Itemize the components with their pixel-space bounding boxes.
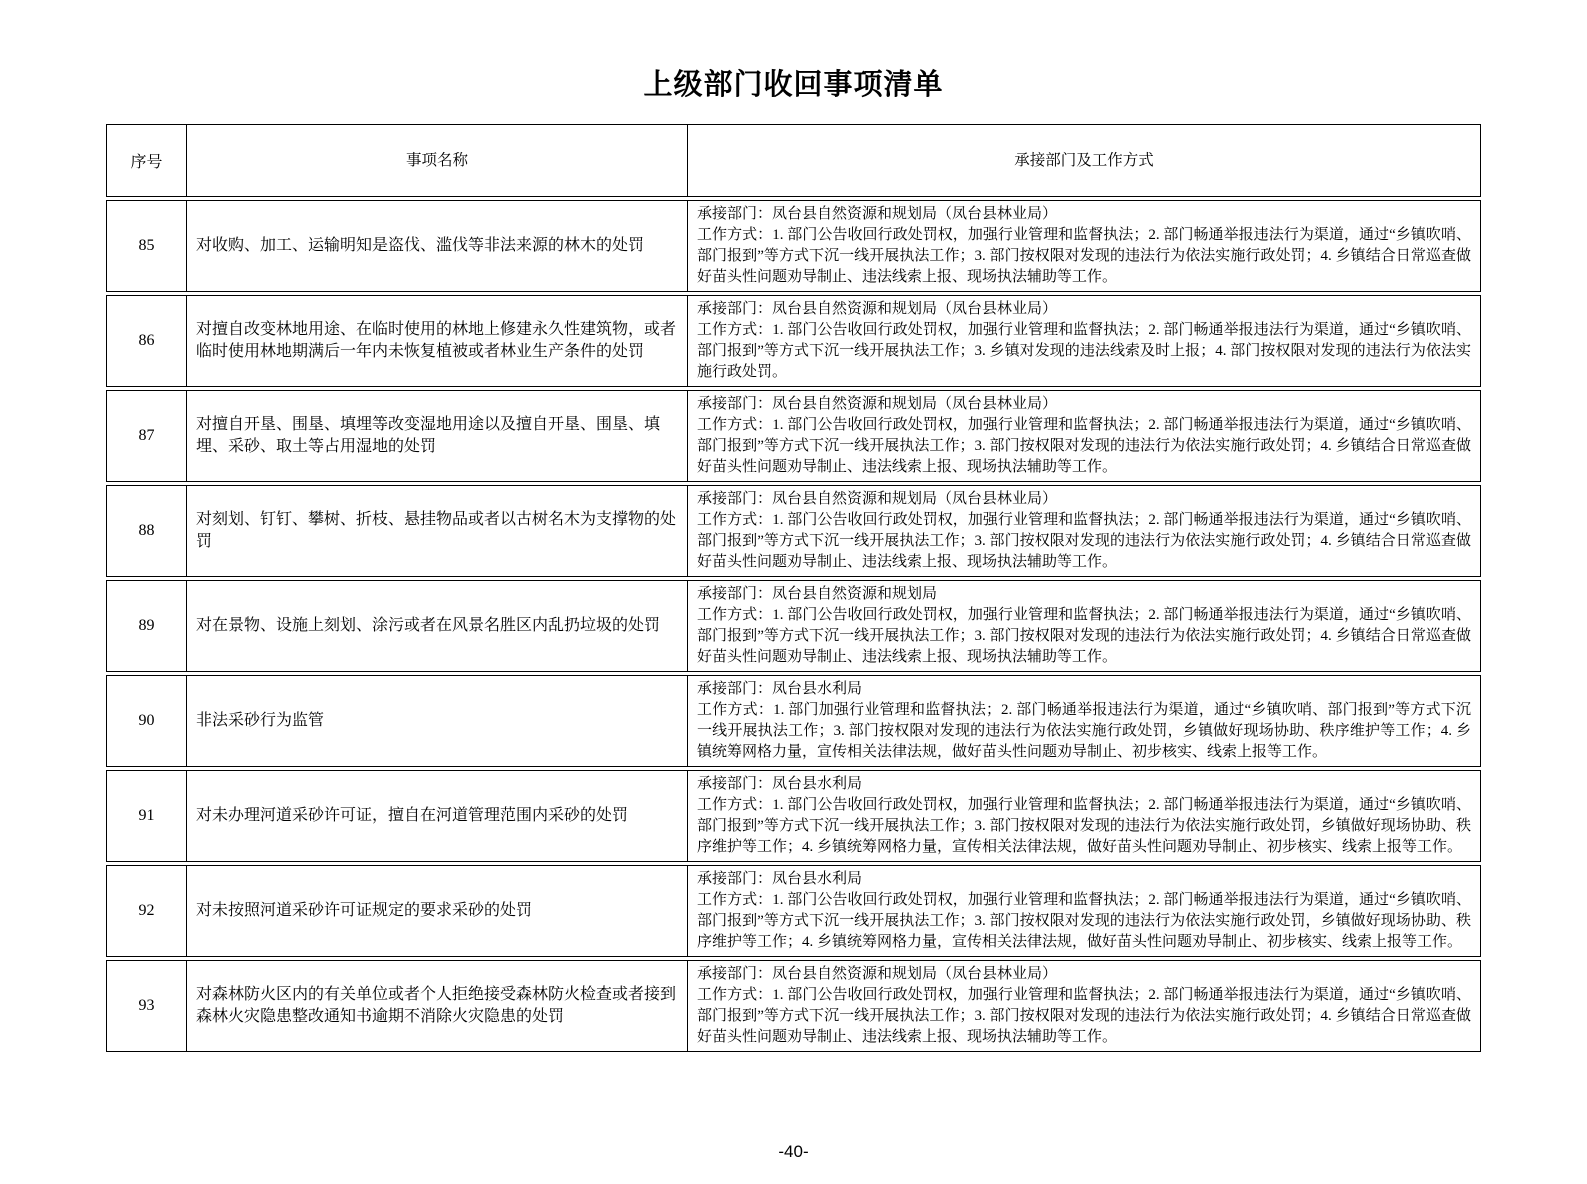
cell-department (688, 296, 1480, 386)
cell-serial: 92 (107, 866, 187, 956)
table-row (106, 295, 1481, 387)
cell-item-name: 对未办理河道采砂许可证，擅自在河道管理范围内采砂的处罚 (187, 771, 688, 861)
work-method-line: 工作方式：1. 部门公告收回行政处罚权，加强行业管理和监督执法；2. 部门畅通举报违法行为渠道，通过“乡镇吹哨、部门报到”等方式下沉一线开展执法工作；3. 部门按权限对发现的违法行为依法实施行政处罚；4. 乡镇结合日常巡查做好苗头性问题劝导制止、违法线索上报、现场执法辅助等工作。 (697, 227, 1471, 285)
header-cell-department: 承接部门及工作方式 (1014, 152, 1154, 169)
work-method-line: 工作方式：1. 部门公告收回行政处罚权，加强行业管理和监督执法；2. 部门畅通举报违法行为渠道，通过“乡镇吹哨、部门报到”等方式下沉一线开展执法工作；3. 部门按权限对发现的违法行为依法实施行政处罚，乡镇做好现场协助、秩序维护等工作；4. 乡镇统筹网格力量，宣传相关法律法规，做好苗头性问题劝导制止、初步核实、线索上报等工作。 (697, 797, 1471, 855)
header-cell-item-name: 事项名称 (187, 125, 688, 196)
work-method-line: 工作方式：1. 部门公告收回行政处罚权，加强行业管理和监督执法；2. 部门畅通举报违法行为渠道，通过“乡镇吹哨、部门报到”等方式下沉一线开展执法工作；3. 部门按权限对发现的违法行为依法实施行政处罚，乡镇做好现场协助、秩序维护等工作；4. 乡镇统筹网格力量，宣传相关法律法规，做好苗头性问题劝导制止、初步核实、线索上报等工作。 (697, 892, 1471, 950)
cell-department (688, 486, 1480, 576)
table-row (106, 390, 1481, 482)
cell-item-name: 对刻划、钉钉、攀树、折枝、悬挂物品或者以古树名木为支撑物的处罚 (187, 486, 688, 576)
cell-item-name: 对擅自改变林地用途、在临时使用的林地上修建永久性建筑物，或者临时使用林地期满后一年内未恢复植被或者林业生产条件的处罚 (187, 296, 688, 386)
department-line: 承接部门：凤台县水利局 (697, 776, 863, 792)
department-line: 承接部门：凤台县自然资源和规划局（凤台县林业局） (697, 966, 1058, 982)
cell-department (688, 581, 1480, 671)
page-title: 上级部门收回事项清单 (643, 69, 944, 101)
department-line: 承接部门：凤台县自然资源和规划局（凤台县林业局） (697, 396, 1058, 412)
work-method-line: 工作方式：1. 部门公告收回行政处罚权，加强行业管理和监督执法；2. 部门畅通举报违法行为渠道，通过“乡镇吹哨、部门报到”等方式下沉一线开展执法工作；3. 部门按权限对发现的违法行为依法实施行政处罚；4. 乡镇结合日常巡查做好苗头性问题劝导制止、违法线索上报、现场执法辅助等工作。 (697, 417, 1471, 475)
items-table (106, 124, 1481, 1052)
department-line: 承接部门：凤台县自然资源和规划局（凤台县林业局） (697, 206, 1058, 222)
department-line: 承接部门：凤台县自然资源和规划局（凤台县林业局） (697, 301, 1058, 317)
table-row (106, 770, 1481, 862)
cell-serial: 87 (107, 391, 187, 481)
cell-item-name: 对擅自开垦、围垦、填埋等改变湿地用途以及擅自开垦、围垦、填埋、采砂、取土等占用湿地的处罚 (187, 391, 688, 481)
cell-item-name: 非法采砂行为监管 (187, 676, 688, 766)
cell-item-name: 对未按照河道采砂许可证规定的要求采砂的处罚 (187, 866, 688, 956)
cell-serial: 90 (107, 676, 187, 766)
table-row (106, 485, 1481, 577)
cell-department (688, 391, 1480, 481)
cell-serial: 86 (107, 296, 187, 386)
header-cell-serial: 序号 (107, 125, 187, 196)
work-method-line: 工作方式：1. 部门公告收回行政处罚权，加强行业管理和监督执法；2. 部门畅通举报违法行为渠道，通过“乡镇吹哨、部门报到”等方式下沉一线开展执法工作；3. 部门按权限对发现的违法行为依法实施行政处罚；4. 乡镇结合日常巡查做好苗头性问题劝导制止、违法线索上报、现场执法辅助等工作。 (697, 607, 1471, 665)
table-header-row (106, 124, 1481, 197)
department-line: 承接部门：凤台县自然资源和规划局（凤台县林业局） (697, 491, 1058, 507)
table-row (106, 580, 1481, 672)
cell-department (688, 866, 1480, 956)
cell-serial: 91 (107, 771, 187, 861)
cell-serial: 89 (107, 581, 187, 671)
cell-department (688, 201, 1480, 291)
work-method-line: 工作方式：1. 部门公告收回行政处罚权，加强行业管理和监督执法；2. 部门畅通举报违法行为渠道，通过“乡镇吹哨、部门报到”等方式下沉一线开展执法工作；3. 乡镇对发现的违法线索及时上报；4. 部门按权限对发现的违法行为依法实施行政处罚。 (697, 322, 1471, 380)
table-row (106, 675, 1481, 767)
cell-department (688, 771, 1480, 861)
table-row (106, 200, 1481, 292)
cell-department (688, 961, 1480, 1051)
cell-serial: 93 (107, 961, 187, 1051)
cell-serial: 88 (107, 486, 187, 576)
page-number: -40- (778, 1142, 809, 1161)
work-method-line: 工作方式：1. 部门加强行业管理和监督执法；2. 部门畅通举报违法行为渠道，通过“乡镇吹哨、部门报到”等方式下沉一线开展执法工作；3. 部门按权限对发现的违法行为依法实施行政处罚，乡镇做好现场协助、秩序维护等工作；4. 乡镇统筹网格力量，宣传相关法律法规，做好苗头性问题劝导制止、初步核实、线索上报等工作。 (697, 702, 1471, 760)
cell-item-name: 对在景物、设施上刻划、涂污或者在风景名胜区内乱扔垃圾的处罚 (187, 581, 688, 671)
cell-item-name: 对森林防火区内的有关单位或者个人拒绝接受森林防火检查或者接到森林火灾隐患整改通知书逾期不消除火灾隐患的处罚 (187, 961, 688, 1051)
department-line: 承接部门：凤台县水利局 (697, 681, 863, 697)
table-row (106, 960, 1481, 1052)
work-method-line: 工作方式：1. 部门公告收回行政处罚权，加强行业管理和监督执法；2. 部门畅通举报违法行为渠道，通过“乡镇吹哨、部门报到”等方式下沉一线开展执法工作；3. 部门按权限对发现的违法行为依法实施行政处罚；4. 乡镇结合日常巡查做好苗头性问题劝导制止、违法线索上报、现场执法辅助等工作。 (697, 987, 1471, 1045)
department-line: 承接部门：凤台县水利局 (697, 871, 863, 887)
cell-item-name: 对收购、加工、运输明知是盗伐、滥伐等非法来源的林木的处罚 (187, 201, 688, 291)
table-row (106, 865, 1481, 957)
department-line: 承接部门：凤台县自然资源和规划局 (697, 586, 938, 602)
work-method-line: 工作方式：1. 部门公告收回行政处罚权，加强行业管理和监督执法；2. 部门畅通举报违法行为渠道，通过“乡镇吹哨、部门报到”等方式下沉一线开展执法工作；3. 部门按权限对发现的违法行为依法实施行政处罚；4. 乡镇结合日常巡查做好苗头性问题劝导制止、违法线索上报、现场执法辅助等工作。 (697, 512, 1471, 570)
cell-department (688, 676, 1480, 766)
cell-serial: 85 (107, 201, 187, 291)
